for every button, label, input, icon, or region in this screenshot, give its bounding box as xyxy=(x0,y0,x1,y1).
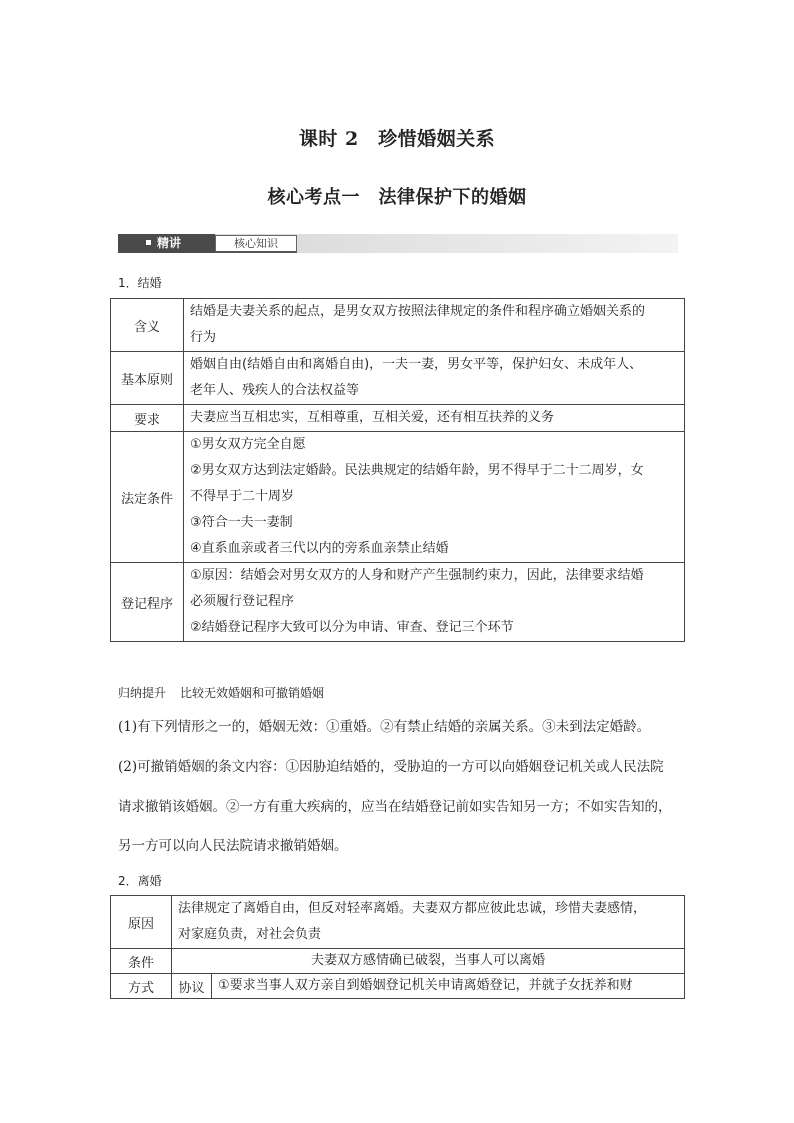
row-content xyxy=(184,352,685,405)
band-dark-text: 精讲 xyxy=(157,236,182,250)
section1-heading: 1．结婚 xyxy=(118,276,162,290)
divorce-table xyxy=(110,895,685,999)
marriage-table xyxy=(110,298,685,642)
row-line: 夫妻应当互相忠实，互相尊重，互相关爱，还有相互扶养的义务 xyxy=(190,410,555,425)
guina-line-2: (2)可撤销婚姻的条文内容：①因胁迫结婚的，受胁迫的一方可以向婚姻登记机关或人民法院 xyxy=(118,759,664,775)
guina-label: 归纳提升 xyxy=(118,686,167,700)
row-label: 登记程序 xyxy=(111,563,184,642)
row-label: 法定条件 xyxy=(111,432,184,563)
row-line: ④直系血亲或者三代以内的旁系血亲禁止结婚 xyxy=(190,541,449,556)
guina-line-4: 另一方可以向人民法院请求撤销婚姻。 xyxy=(118,838,348,854)
marriage-row xyxy=(111,405,685,432)
section-band xyxy=(118,234,678,253)
method-cell xyxy=(212,974,685,999)
page-title: 课时 2 珍惜婚姻关系 xyxy=(298,128,496,150)
condition-cell xyxy=(172,949,685,974)
divorce-row-method xyxy=(111,974,685,999)
guina-heading xyxy=(118,684,338,701)
method-label: 方式 xyxy=(111,974,172,999)
reason-line: 对家庭负责，对社会负责 xyxy=(178,927,322,942)
marriage-row xyxy=(111,563,685,642)
guina-topic: 比较无效婚姻和可撤销婚姻 xyxy=(180,686,325,700)
divorce-row-condition xyxy=(111,949,685,974)
row-line: ②结婚登记程序大致可以分为申请、审查、登记三个环节 xyxy=(190,620,514,635)
row-line: ②男女双方达到法定婚龄。民法典规定的结婚年龄，男不得早于二十二周岁，女 xyxy=(190,463,644,478)
band-tab-label: 核心知识 xyxy=(215,235,297,253)
row-line: ①原因：结婚会对男女双方的人身和财产产生强制约束力，因此，法律要求结婚 xyxy=(190,568,644,583)
row-label: 要求 xyxy=(111,405,184,432)
marriage-row xyxy=(111,352,685,405)
row-content xyxy=(184,405,685,432)
reason-line: 法律规定了离婚自由，但反对轻率离婚。夫妻双方都应彼此忠诚，珍惜夫妻感情， xyxy=(178,901,647,916)
section2-heading: 2．离婚 xyxy=(118,874,162,888)
square-icon xyxy=(146,240,151,245)
row-line: 结婚是夫妻关系的起点，是男女双方按照法律规定的条件和程序确立婚姻关系的 xyxy=(190,304,646,319)
condition-label: 条件 xyxy=(111,949,172,974)
method-sub-label: 协议 xyxy=(172,974,212,999)
row-line: 不得早于二十周岁 xyxy=(190,489,295,504)
row-label: 含义 xyxy=(111,299,184,352)
row-content xyxy=(184,299,685,352)
row-line: 必须履行登记程序 xyxy=(190,594,295,609)
guina-line-3: 请求撤销该婚姻。②一方有重大疾病的，应当在结婚登记前如实告知另一方；不如实告知的， xyxy=(118,799,672,815)
band-dark-label xyxy=(118,234,215,253)
row-line: ③符合一夫一妻制 xyxy=(190,515,293,530)
condition-text: 夫妻双方感情确已破裂，当事人可以离婚 xyxy=(310,953,545,968)
row-label: 基本原则 xyxy=(111,352,184,405)
reason-label: 原因 xyxy=(111,896,172,949)
row-content xyxy=(184,563,685,642)
marriage-row xyxy=(111,432,685,563)
guina-line-1: (1)有下列情形之一的，婚姻无效：①重婚。②有禁止结婚的亲属关系。③未到法定婚龄。 xyxy=(118,719,651,735)
section-title: 核心考点一 法律保护下的婚姻 xyxy=(267,187,527,208)
row-line: 老年人、残疾人的合法权益等 xyxy=(190,383,360,398)
divorce-row-reason xyxy=(111,896,685,949)
row-line: 婚姻自由(结婚自由和离婚自由)，一夫一妻，男女平等，保护妇女、未成年人、 xyxy=(190,357,643,372)
row-content xyxy=(184,432,685,563)
row-line: ①男女双方完全自愿 xyxy=(190,437,306,452)
row-line: 行为 xyxy=(190,330,217,345)
reason-cell xyxy=(172,896,685,949)
marriage-row xyxy=(111,299,685,352)
method-text: ①要求当事人双方亲自到婚姻登记机关申请离婚登记，并就子女抚养和财 xyxy=(218,978,633,993)
